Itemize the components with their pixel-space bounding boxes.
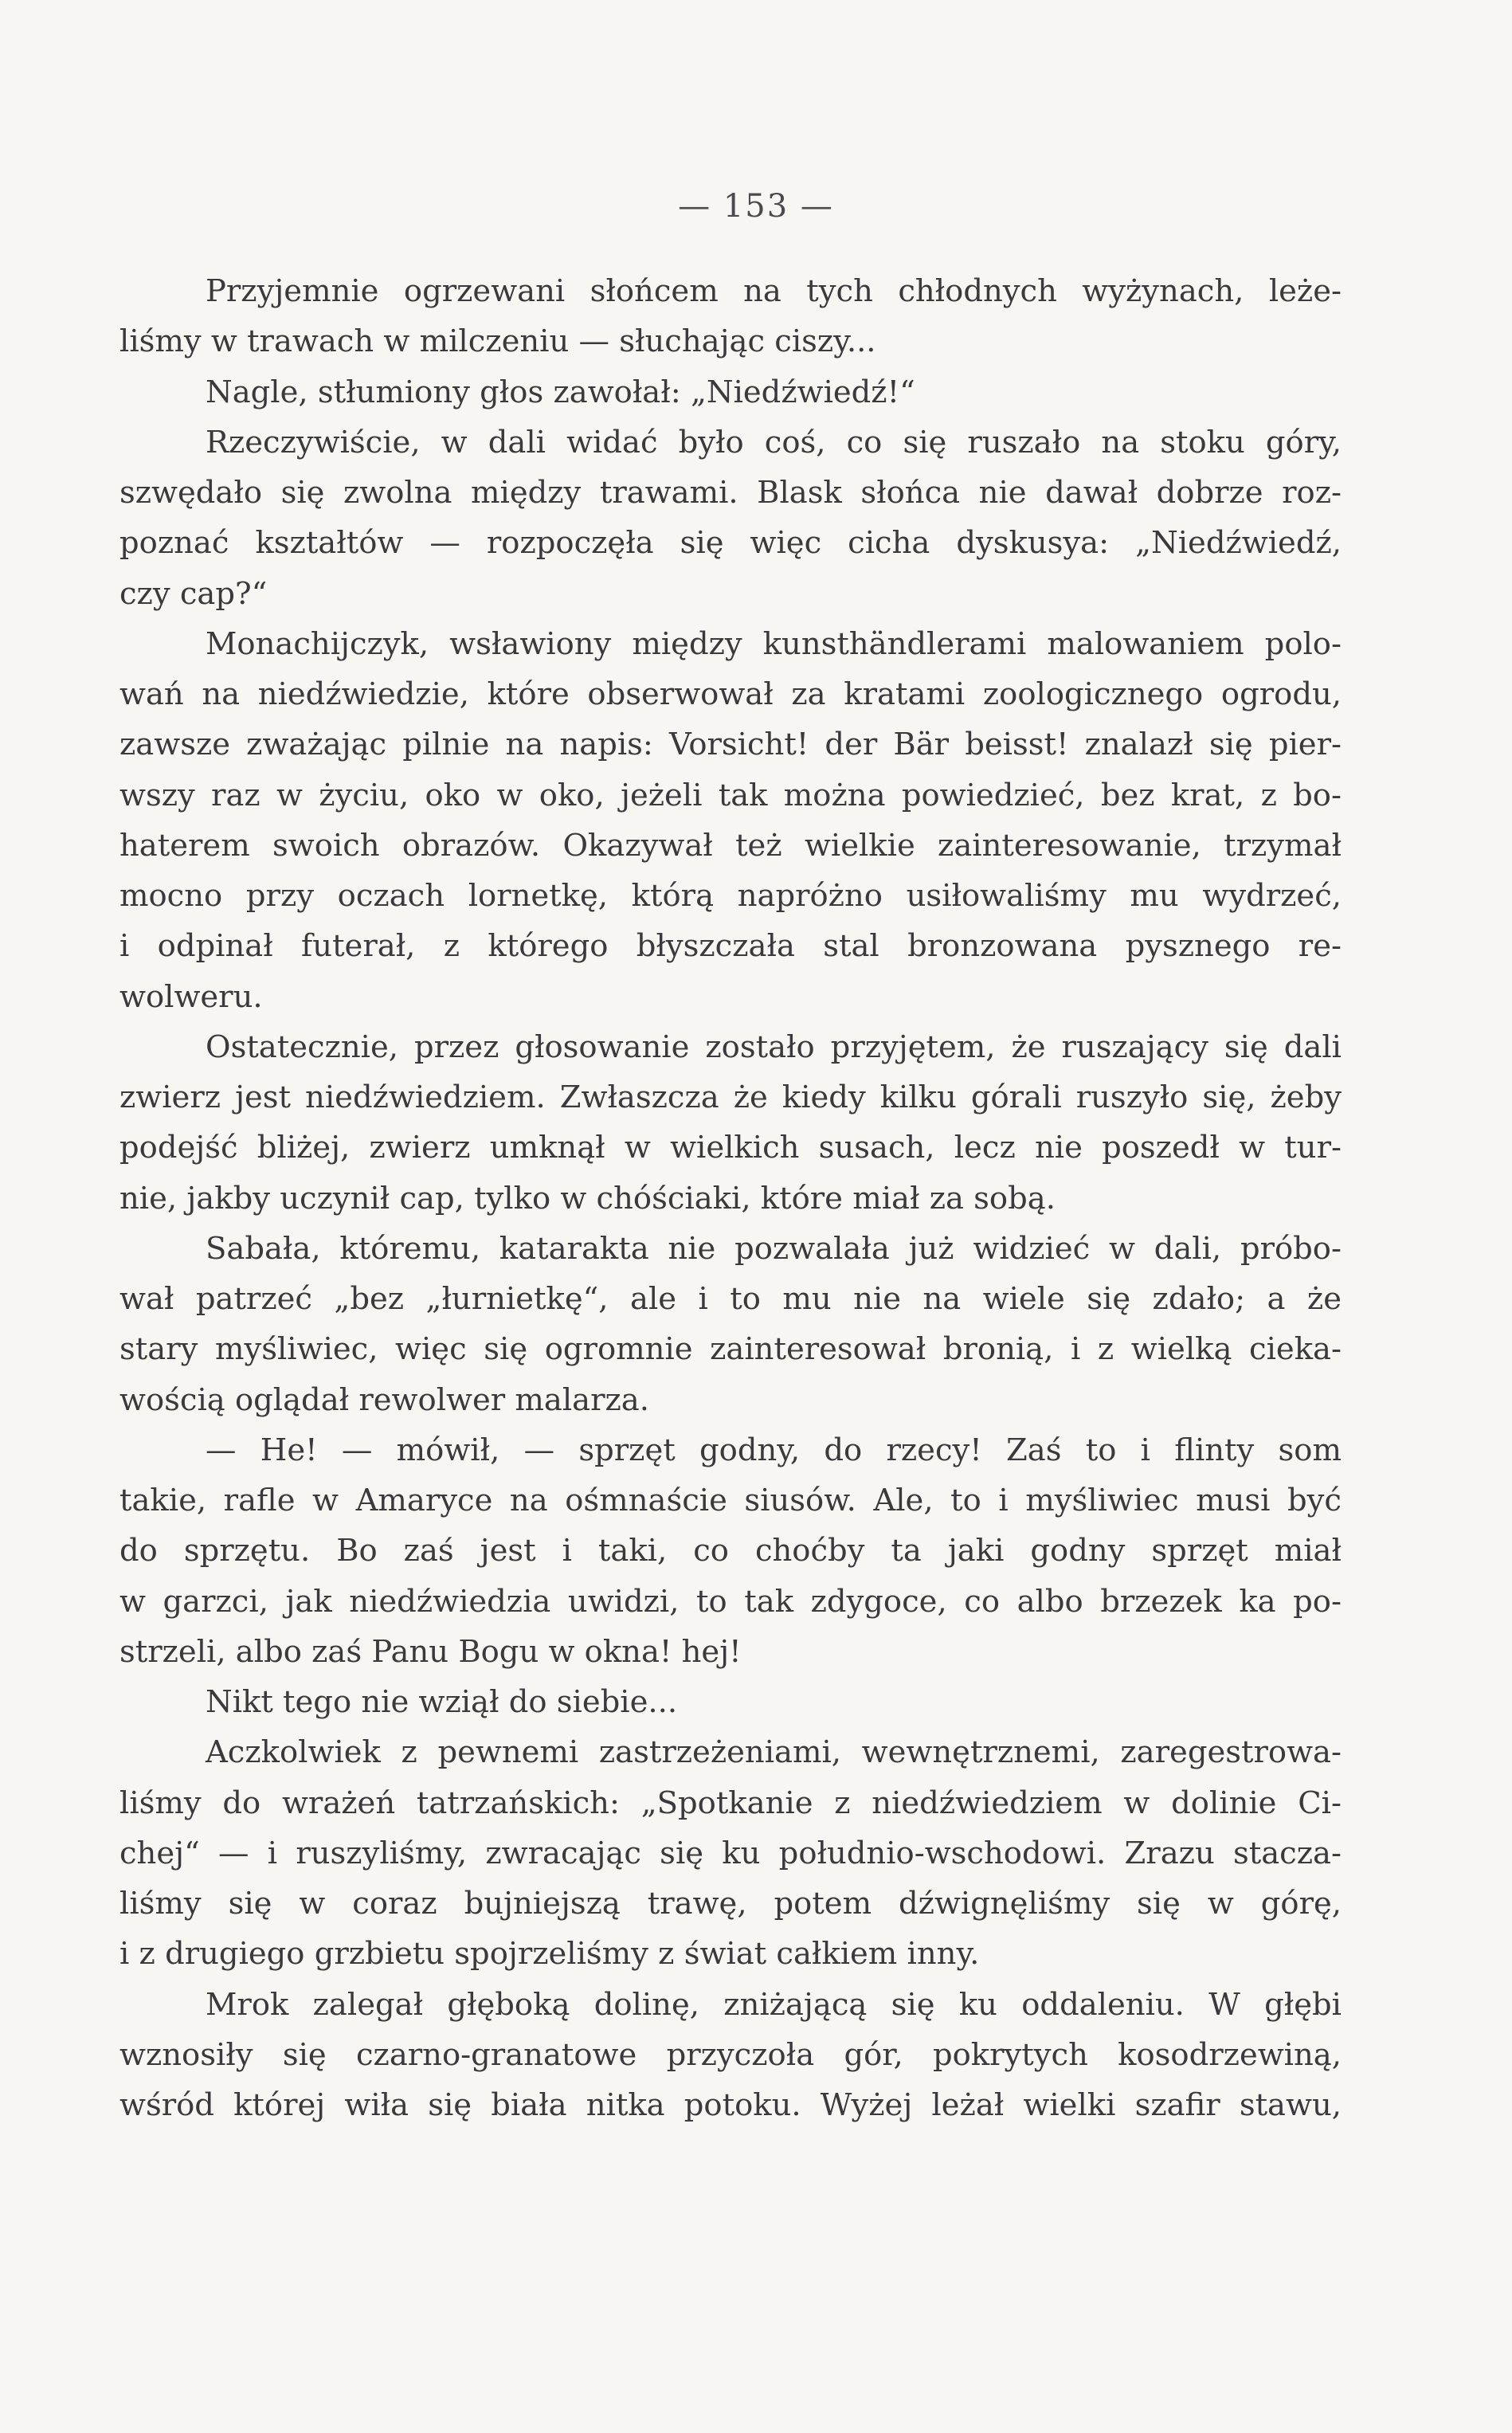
text-line: takie, rafle w Amaryce na ośmnaście siusów. Ale, to i myśliwiec musi być (119, 1483, 1342, 1518)
text-line: wszy raz w życiu, oko w oko, jeżeli tak można powiedzieć, bez krat, z bo- (119, 777, 1342, 813)
text-line: Nagle, stłumiony głos zawołał: „Niedźwiedź!“ (206, 374, 915, 410)
text-line: — He! — mówił, — sprzęt godny, do rzecy! Zaś to i flinty som (206, 1432, 1342, 1468)
text-line: szwędało się zwolna między trawami. Blask słońca nie dawał dobrze roz- (119, 475, 1342, 511)
text-line: Ostatecznie, przez głosowanie zostało przyjętem, że ruszający się dali (206, 1028, 1342, 1065)
text-line: liśmy do wrażeń tatrzańskich: „Spotkanie z niedźwiedziem w dolinie Ci- (119, 1785, 1342, 1821)
text-line: wał patrzeć „bez „łurnietkę“, ale i to mu nie na wiele się zdało; a że (119, 1281, 1342, 1317)
text-line: Sabała, któremu, katarakta nie pozwalała już widzieć w dali, próbo- (206, 1230, 1342, 1267)
text-line: liśmy się w coraz bujniejszą trawę, potem dźwignęliśmy się w górę, (119, 1886, 1342, 1922)
text-line: do sprzętu. Bo zaś jest i taki, co choćby ta jaki godny sprzęt miał (119, 1533, 1342, 1569)
text-line: liśmy w trawach w milczeniu — słuchając ciszy... (119, 323, 876, 360)
text-line: Nikt tego nie wziął do siebie... (206, 1684, 678, 1720)
text-line: wością oglądał rewolwer malarza. (119, 1381, 649, 1418)
body-text (119, 266, 1342, 2130)
text-line: wań na niedźwiedzie, które obserwował za kratami zoologicznego ogrodu, (119, 676, 1342, 712)
text-line: strzeli, albo zaś Panu Bogu w okna! hej! (119, 1633, 742, 1670)
text-line: zwierz jest niedźwiedziem. Zwłaszcza że kiedy kilku górali ruszyło się, żeby (119, 1079, 1342, 1115)
text-line: Przyjemnie ogrzewani słońcem na tych chłodnych wyżynach, leże- (206, 273, 1342, 309)
text-line: poznać kształtów — rozpoczęła się więc cicha dyskusya: „Niedźwiedź, (119, 525, 1342, 562)
text-line: nie, jakby uczynił cap, tylko w chóściaki, które miał za sobą. (119, 1180, 1056, 1216)
text-line: stary myśliwiec, więc się ogromnie zainteresował bronią, i z wielką cieka- (119, 1331, 1342, 1368)
text-line: mocno przy oczach lornetkę, którą napróżno usiłowaliśmy mu wydrzeć, (119, 878, 1342, 914)
text-line: Monachijczyk, wsławiony między kunsthändlerami malowaniem polo- (206, 625, 1342, 662)
text-line: haterem swoich obrazów. Okazywał też wielkie zainteresowanie, trzymał (119, 827, 1342, 864)
page-number: — 153 — (678, 188, 834, 225)
text-line: Rzeczywiście, w dali widać było coś, co się ruszało na stoku góry, (206, 424, 1342, 460)
text-line: podejść bliżej, zwierz umknął w wielkich susach, lecz nie poszedł w tur- (119, 1130, 1342, 1166)
text-line: i odpinał futerał, z którego błyszczała stal bronzowana pysznego re- (119, 928, 1342, 965)
text-line: wolweru. (119, 978, 263, 1015)
text-line: wznosiły się czarno-granatowe przyczoła gór, pokrytych kosodrzewiną, (119, 2036, 1342, 2073)
text-line: Mrok zalegał głęboką dolinę, zniżającą się ku oddaleniu. W głębi (206, 1986, 1342, 2023)
text-line: wśród której wiła się biała nitka potoku. Wyżej leżał wielki szafir stawu, (119, 2087, 1342, 2123)
text-line: zawsze zważając pilnie na napis: Vorsicht! der Bär beisst! znalazł się pier- (119, 727, 1342, 763)
text-line: w garzci, jak niedźwiedzia uwidzi, to tak zdygoce, co albo brzezek ka po- (119, 1583, 1342, 1620)
text-line: i z drugiego grzbietu spojrzeliśmy z świat całkiem inny. (119, 1936, 980, 1973)
text-line: Aczkolwiek z pewnemi zastrzeżeniami, wewnętrznemi, zaregestrowa- (206, 1734, 1342, 1771)
text-line: chej“ — i ruszyliśmy, zwracając się ku południo-wschodowi. Zrazu stacza- (119, 1835, 1342, 1871)
text-line: czy cap?“ (119, 575, 268, 612)
